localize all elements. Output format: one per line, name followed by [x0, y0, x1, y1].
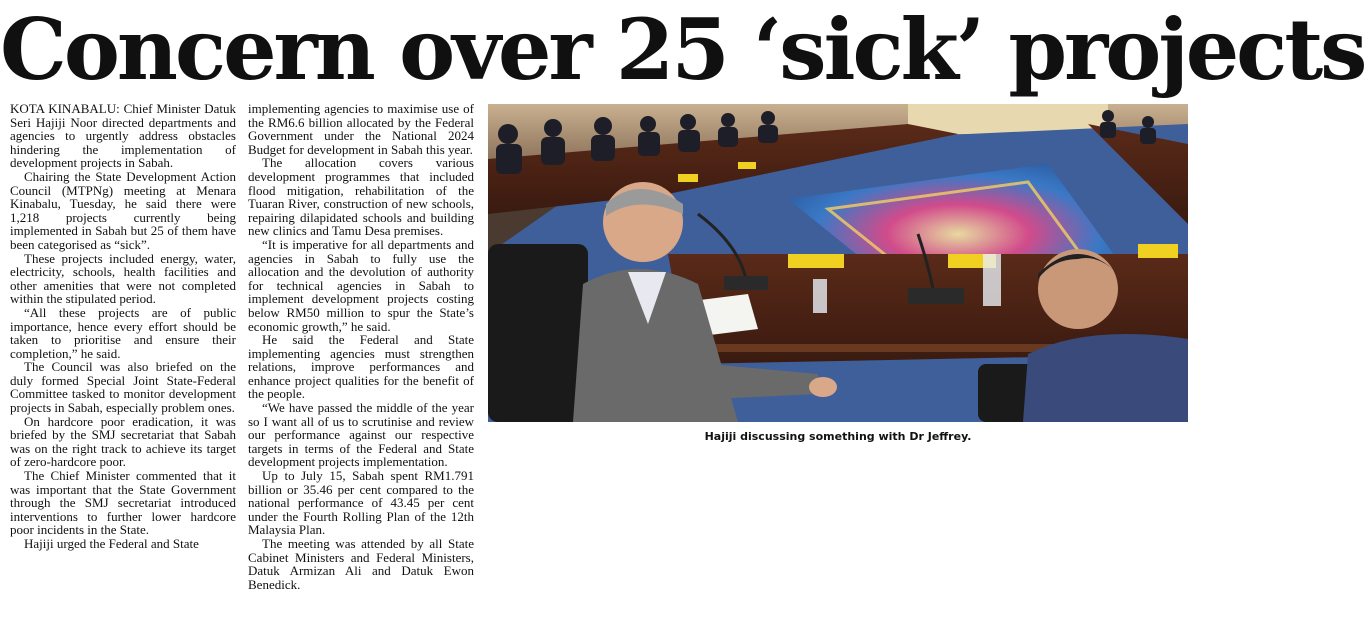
paragraph: The Council was also briefed on the duly formed Special Joint State-Federal Committee tasked to monitor development projects in Sabah, especially problem ones.: [10, 359, 236, 416]
paragraph: Hajiji urged the Federal and State: [24, 536, 199, 551]
paragraph: Chairing the State Development Action Council (MTPNg) meeting at Menara Kinabalu, Tuesday, he said there were 1,218 projects currently being implemented in Sabah but 25 of them have been categorised as “sick”.: [10, 168, 236, 252]
photo-caption: Hajiji discussing something with Dr Jeffrey.: [704, 430, 972, 443]
paragraph: “It is imperative for all departments and agencies in Sabah to fully use the allocation and the devolution of authority for technical agencies in Sabah to implement development projects costing below RM50 million to spur the State’s economic growth,” he said.: [248, 236, 474, 334]
article-column-2: [248, 102, 474, 628]
headline: Concern over 25 ‘sick’ projects: [0, 0, 1364, 99]
paragraph: KOTA KINABALU: Chief Minister Datuk Seri Hajiji Noor directed departments and agencies to urgently address obstacles hindering the implementation of development projects in Sabah.: [10, 101, 236, 171]
paragraph: The Chief Minister commented that it was important that the State Government through the SMJ secretariat introduced interventions to further lower hardcore poor incidents in the State.: [10, 468, 236, 538]
paragraph: implementing agencies to maximise use of the RM6.6 billion allocated by the Federal Government under the National 2024 Budget for development in Sabah this year.: [248, 101, 474, 157]
paragraph: “We have passed the middle of the year so I want all of us to scrutinise and review our performance against our respective targets in terms of the Federal and State development projects implementation.: [248, 400, 474, 470]
article-column-1: [10, 102, 236, 628]
meeting-photo: [488, 104, 1188, 422]
paragraph: “All these projects are of public importance, hence every effort should be taken to prioritise and ensure their completion,” he said.: [10, 304, 236, 361]
paragraph: These projects included energy, water, electricity, schools, health facilities and other amenities that were not completed within the stipulated period.: [10, 250, 236, 307]
paragraph: Up to July 15, Sabah spent RM1.791 billion or 35.46 per cent compared to the national performance of 43.45 per cent under the Fourth Rolling Plan of the 12th Malaysia Plan.: [248, 468, 474, 538]
paragraph: The meeting was attended by all State Cabinet Ministers and Federal Ministers, Datuk Armizan Ali and Datuk Ewon Benedick.: [248, 536, 474, 592]
paragraph: On hardcore poor eradication, it was briefed by the SMJ secretariat that Sabah was on the right track to achieve its target of zero-hardcore poor.: [10, 413, 236, 470]
paragraph: He said the Federal and State implementing agencies must strengthen relations, improve performances and enhance project qualities for the benefit of the people.: [248, 332, 474, 402]
paragraph: The allocation covers various development programmes that included flood mitigation, rehabilitation of the Tuaran River, construction of new schools, repairing dilapidated schools and building new clinics and Tamu Desa premises.: [248, 155, 474, 239]
